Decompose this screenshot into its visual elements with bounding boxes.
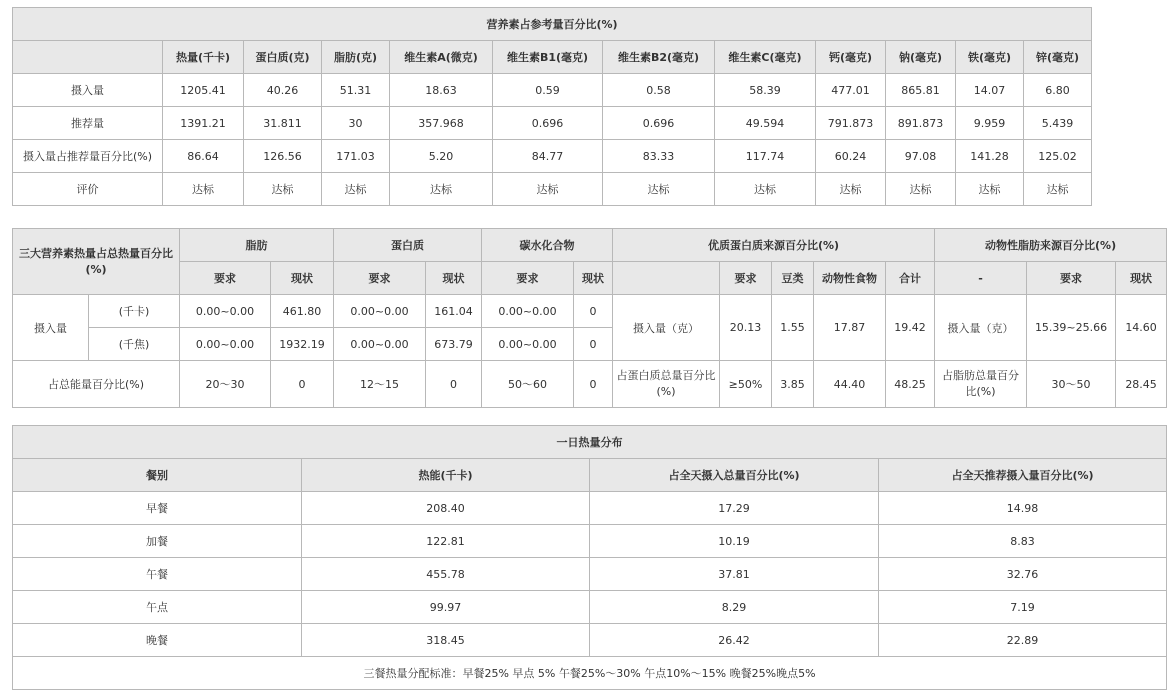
corner-cell xyxy=(13,41,163,74)
macronutrient-energy-table xyxy=(12,228,1167,408)
table-cell: 49.594 xyxy=(715,107,816,140)
fat-req-header: 要求 xyxy=(180,262,271,295)
table-cell: 0.00~0.00 xyxy=(334,328,426,361)
table-cell: 51.31 xyxy=(322,74,390,107)
table-cell: 0 xyxy=(574,361,613,408)
header-cell: 脂肪(克) xyxy=(322,41,390,74)
table-cell: 14.60 xyxy=(1116,295,1167,361)
table-cell: 31.811 xyxy=(244,107,322,140)
table-cell: 15.39~25.66 xyxy=(1027,295,1116,361)
table-cell: ≥50% xyxy=(720,361,772,408)
distribution-header-row xyxy=(13,459,1167,492)
header-cell: 维生素A(微克) xyxy=(390,41,493,74)
bean-header: 豆类 xyxy=(772,262,814,295)
unit-kj: (千焦) xyxy=(89,328,180,361)
unit-kcal: (千卡) xyxy=(89,295,180,328)
table-cell: 20.13 xyxy=(720,295,772,361)
table-cell: 30～50 xyxy=(1027,361,1116,408)
table-row xyxy=(13,361,1167,408)
table-cell: 30 xyxy=(322,107,390,140)
nutrient-reference-table xyxy=(12,7,1092,206)
table-cell: 97.08 xyxy=(886,140,956,173)
table-cell: 9.959 xyxy=(956,107,1024,140)
meal-label: 早餐 xyxy=(13,492,302,525)
fat-header: 脂肪 xyxy=(180,229,334,262)
table-cell: 0 xyxy=(426,361,482,408)
quality-req-header: 要求 xyxy=(720,262,772,295)
table-cell: 161.04 xyxy=(426,295,482,328)
table-cell: 50～60 xyxy=(482,361,574,408)
quality-intake-label: 摄入量（克） xyxy=(613,295,720,361)
header-cell: 占全天摄入总量百分比(%) xyxy=(590,459,879,492)
quality-protein-header: 优质蛋白质来源百分比(%) xyxy=(613,229,935,262)
table-cell: 357.968 xyxy=(390,107,493,140)
nutrient-header-row xyxy=(13,41,1092,74)
row-label: 推荐量 xyxy=(13,107,163,140)
table-cell: 455.78 xyxy=(302,558,590,591)
table-cell: 20～30 xyxy=(180,361,271,408)
table-cell: 14.98 xyxy=(879,492,1167,525)
table-cell: 22.89 xyxy=(879,624,1167,657)
table-cell: 40.26 xyxy=(244,74,322,107)
quality-blank-header xyxy=(613,262,720,295)
quality-pct-label: 占蛋白质总量百分比(%) xyxy=(613,361,720,408)
header-cell: 锌(毫克) xyxy=(1024,41,1092,74)
carb-req-header: 要求 xyxy=(482,262,574,295)
table-cell: 8.83 xyxy=(879,525,1167,558)
table-cell: 60.24 xyxy=(816,140,886,173)
header-cell: 钙(毫克) xyxy=(816,41,886,74)
table-cell: 0.00~0.00 xyxy=(482,328,574,361)
header-cell: 维生素B2(毫克) xyxy=(603,41,715,74)
animal-status-header: 现状 xyxy=(1116,262,1167,295)
table-row xyxy=(13,492,1167,525)
table-cell: 48.25 xyxy=(886,361,935,408)
table-cell: 达标 xyxy=(163,173,244,206)
animal-req-header: 要求 xyxy=(1027,262,1116,295)
distribution-footer-row xyxy=(13,657,1167,690)
table-cell: 1.55 xyxy=(772,295,814,361)
animal-fat-header: 动物性脂肪来源百分比(%) xyxy=(935,229,1167,262)
table-row xyxy=(13,107,1092,140)
macro-corner-title: 三大营养素热量占总热量百分比(%) xyxy=(13,229,180,295)
table-cell: 0 xyxy=(574,295,613,328)
table-row xyxy=(13,591,1167,624)
table-cell: 0.696 xyxy=(493,107,603,140)
row-label: 摄入量 xyxy=(13,74,163,107)
table-row xyxy=(13,558,1167,591)
table-row xyxy=(13,74,1092,107)
table-cell: 7.19 xyxy=(879,591,1167,624)
table-cell: 5.20 xyxy=(390,140,493,173)
table-cell: 10.19 xyxy=(590,525,879,558)
table-cell: 18.63 xyxy=(390,74,493,107)
table-row xyxy=(13,525,1167,558)
header-cell: 钠(毫克) xyxy=(886,41,956,74)
table-cell: 58.39 xyxy=(715,74,816,107)
table-cell: 32.76 xyxy=(879,558,1167,591)
header-cell: 占全天推荐摄入量百分比(%) xyxy=(879,459,1167,492)
pct-label: 占总能量百分比(%) xyxy=(13,361,180,408)
table-cell: 208.40 xyxy=(302,492,590,525)
table-cell: 6.80 xyxy=(1024,74,1092,107)
macro-header-row xyxy=(13,229,1167,262)
table-cell: 3.85 xyxy=(772,361,814,408)
table-cell: 0.59 xyxy=(493,74,603,107)
protein-req-header: 要求 xyxy=(334,262,426,295)
table-cell: 达标 xyxy=(956,173,1024,206)
table-cell: 83.33 xyxy=(603,140,715,173)
table-cell: 17.29 xyxy=(590,492,879,525)
table-cell: 84.77 xyxy=(493,140,603,173)
table-cell: 865.81 xyxy=(886,74,956,107)
animal-food-header: 动物性食物 xyxy=(814,262,886,295)
table-cell: 达标 xyxy=(390,173,493,206)
table-cell: 1205.41 xyxy=(163,74,244,107)
table-cell: 125.02 xyxy=(1024,140,1092,173)
header-cell: 维生素B1(毫克) xyxy=(493,41,603,74)
table-cell: 0.58 xyxy=(603,74,715,107)
table-cell: 891.873 xyxy=(886,107,956,140)
table-row xyxy=(13,295,1167,328)
table-cell: 117.74 xyxy=(715,140,816,173)
table-cell: 37.81 xyxy=(590,558,879,591)
table-cell: 达标 xyxy=(816,173,886,206)
protein-status-header: 现状 xyxy=(426,262,482,295)
table-cell: 0 xyxy=(271,361,334,408)
table-cell: 791.873 xyxy=(816,107,886,140)
intake-label: 摄入量 xyxy=(13,295,89,361)
row-label: 评价 xyxy=(13,173,163,206)
distribution-title: 一日热量分布 xyxy=(13,426,1167,459)
table-cell: 8.29 xyxy=(590,591,879,624)
table-cell: 126.56 xyxy=(244,140,322,173)
table-cell: 达标 xyxy=(603,173,715,206)
table-cell: 0.00~0.00 xyxy=(180,295,271,328)
distribution-standard-note: 三餐热量分配标准：早餐25% 早点 5% 午餐25%～30% 午点10%～15% 晚餐25%晚点5% xyxy=(13,657,1167,690)
table-cell: 达标 xyxy=(322,173,390,206)
table-cell: 86.64 xyxy=(163,140,244,173)
meal-label: 午餐 xyxy=(13,558,302,591)
header-cell: 蛋白质(克) xyxy=(244,41,322,74)
nutrient-table-title: 营养素占参考量百分比(%) xyxy=(13,8,1092,41)
table-cell: 461.80 xyxy=(271,295,334,328)
table-cell: 达标 xyxy=(886,173,956,206)
table-cell: 318.45 xyxy=(302,624,590,657)
macro-subheader-row xyxy=(13,262,1167,295)
table-cell: 673.79 xyxy=(426,328,482,361)
row-label: 摄入量占推荐量百分比(%) xyxy=(13,140,163,173)
table-cell: 0.00~0.00 xyxy=(482,295,574,328)
header-cell: 铁(毫克) xyxy=(956,41,1024,74)
animal-dash-header: - xyxy=(935,262,1027,295)
carb-status-header: 现状 xyxy=(574,262,613,295)
table-cell: 达标 xyxy=(244,173,322,206)
meal-label: 晚餐 xyxy=(13,624,302,657)
table-cell: 达标 xyxy=(715,173,816,206)
table-cell: 19.42 xyxy=(886,295,935,361)
table-row xyxy=(13,173,1092,206)
table-cell: 0 xyxy=(574,328,613,361)
table-cell: 28.45 xyxy=(1116,361,1167,408)
table-cell: 0.696 xyxy=(603,107,715,140)
table-cell: 0.00~0.00 xyxy=(180,328,271,361)
table-cell: 14.07 xyxy=(956,74,1024,107)
table-cell: 477.01 xyxy=(816,74,886,107)
total-header: 合计 xyxy=(886,262,935,295)
table-cell: 达标 xyxy=(1024,173,1092,206)
table-cell: 171.03 xyxy=(322,140,390,173)
table-cell: 1391.21 xyxy=(163,107,244,140)
carb-header: 碳水化合物 xyxy=(482,229,613,262)
table-cell: 17.87 xyxy=(814,295,886,361)
table-cell: 99.97 xyxy=(302,591,590,624)
table-cell: 26.42 xyxy=(590,624,879,657)
header-cell: 餐别 xyxy=(13,459,302,492)
table-row xyxy=(13,140,1092,173)
table-cell: 1932.19 xyxy=(271,328,334,361)
table-cell: 12～15 xyxy=(334,361,426,408)
table-cell: 141.28 xyxy=(956,140,1024,173)
table-cell: 达标 xyxy=(493,173,603,206)
table-row xyxy=(13,624,1167,657)
header-cell: 维生素C(毫克) xyxy=(715,41,816,74)
animal-pct-label: 占脂肪总量百分比(%) xyxy=(935,361,1027,408)
table-cell: 122.81 xyxy=(302,525,590,558)
fat-status-header: 现状 xyxy=(271,262,334,295)
header-cell: 热能(千卡) xyxy=(302,459,590,492)
protein-header: 蛋白质 xyxy=(334,229,482,262)
animal-intake-label: 摄入量（克） xyxy=(935,295,1027,361)
table-cell: 0.00~0.00 xyxy=(334,295,426,328)
meal-label: 加餐 xyxy=(13,525,302,558)
meal-label: 午点 xyxy=(13,591,302,624)
table-cell: 44.40 xyxy=(814,361,886,408)
daily-energy-distribution-table xyxy=(12,425,1167,690)
table-cell: 5.439 xyxy=(1024,107,1092,140)
header-cell: 热量(千卡) xyxy=(163,41,244,74)
